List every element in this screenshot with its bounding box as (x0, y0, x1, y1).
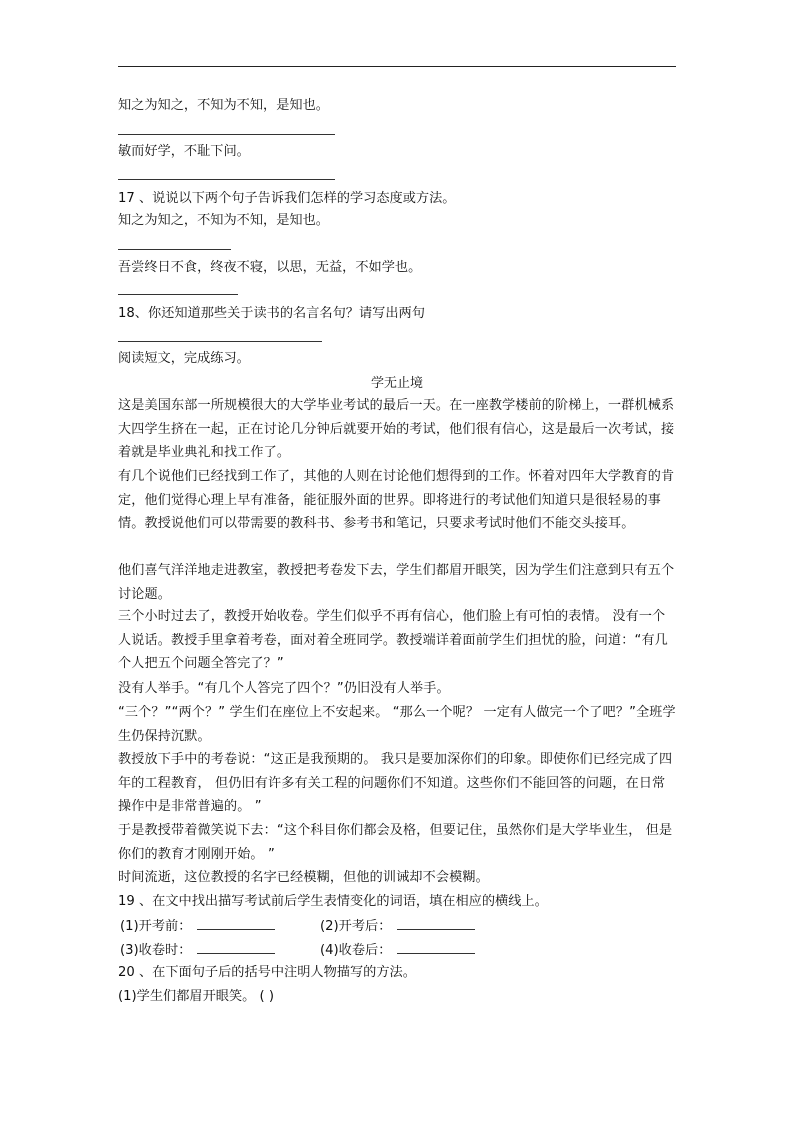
passage-paragraph-1: 这是美国东部一所规模很大的大学毕业考试的最后一天。在一座教学楼前的阶梯上，一群机械系大四学生挤在一起，正在讨论几分钟后就要开始的考试，他们很有信心，这是最后一次考试，接着就是毕业典礼和找工作了。 (118, 398, 675, 461)
q19-field-after-start[interactable]: (2)开考后： (320, 917, 475, 936)
answer-blank-1[interactable] (118, 134, 335, 135)
reading-instruction: 阅读短文，完成练习。 (118, 351, 250, 366)
passage-paragraph-9: 时间流逝，这位教授的名字已经模糊，但他的训诫却不会模糊。 (118, 870, 489, 885)
q19-field-collecting[interactable]: (3)收卷时： (120, 941, 275, 960)
answer-blank-2[interactable] (118, 179, 335, 180)
passage-paragraph-5: 没有人举手。“有几个人答完了四个？”仍旧没有人举手。 (118, 681, 450, 696)
answer-blank-3[interactable] (118, 249, 231, 250)
passage-paragraph-8: 于是教授带着微笑说下去：“这个科目你们都会及格，但要记住，虽然你们是大学毕业生， 但是你们的教育才刚刚开始。 ” (118, 823, 673, 862)
passage-paragraph-2: 有几个说他们已经找到工作了，其他的人则在讨论他们想得到的工作。怀着对四年大学教育的肯定，他们觉得心理上早有准备，能征服外面的世界。即将进行的考试他们知道只是很轻易的事情。教授说他们可以带需要的教科书、参考书和笔记，只要求考试时他们不能交头接耳。 (118, 469, 675, 532)
header-rule (118, 66, 676, 67)
q20-item-1: (1)学生们都眉开眼笑。 ( ) (118, 989, 275, 1004)
question-17: 17 、说说以下两个句子告诉我们怎样的学习态度或方法。 (118, 191, 456, 206)
answer-blank-4[interactable] (118, 294, 238, 295)
quote-line-1: 知之为知之，不知为不知，是知也。 (118, 98, 329, 113)
q17-sentence-2: 吾尝终日不食，终夜不寝，以思，无益，不如学也。 (118, 260, 422, 275)
passage-paragraph-6: “三个？”“两个？” 学生们在座位上不安起来。 “那么一个呢？ 一定有人做完一个了吧？”全班学生仍保持沉默。 (118, 705, 676, 744)
q17-sentence-1: 知之为知之，不知为不知，是知也。 (118, 213, 329, 228)
answer-blank-5[interactable] (118, 341, 322, 342)
passage-title: 学无止境 (370, 376, 423, 391)
question-18: 18、你还知道那些关于读书的名言名句？请写出两句 (118, 306, 425, 321)
quote-line-2: 敏而好学，不耻下问。 (118, 144, 250, 159)
question-19: 19 、在文中找出描写考试前后学生表情变化的词语，填在相应的横线上。 (118, 894, 548, 909)
q19-field-before-exam[interactable]: (1)开考前： (120, 917, 275, 936)
q19-field-after-collect[interactable]: (4)收卷后： (320, 941, 475, 960)
passage-paragraph-3: 他们喜气洋洋地走进教室，教授把考卷发下去，学生们都眉开眼笑，因为学生们注意到只有五个讨论题。 (118, 563, 675, 602)
passage-paragraph-4: 三个小时过去了，教授开始收卷。学生们似乎不再有信心，他们脸上有可怕的表情。 没有一个人说话。教授手里拿着考卷，面对着全班同学。教授端详着面前学生们担忧的脸，问道：“有几个人把五个问题全答完了？” (118, 609, 668, 672)
question-20: 20 、在下面句子后的括号中注明人物描写的方法。 (118, 965, 416, 980)
passage-paragraph-7: 教授放下手中的考卷说：“这正是我预期的。 我只是要加深你们的印象。即使你们已经完成了四年的工程教育， 但仍旧有许多有关工程的问题你们不知道。这些你们不能回答的问题，在日常操作中是非常普遍的。 ” (118, 752, 673, 815)
